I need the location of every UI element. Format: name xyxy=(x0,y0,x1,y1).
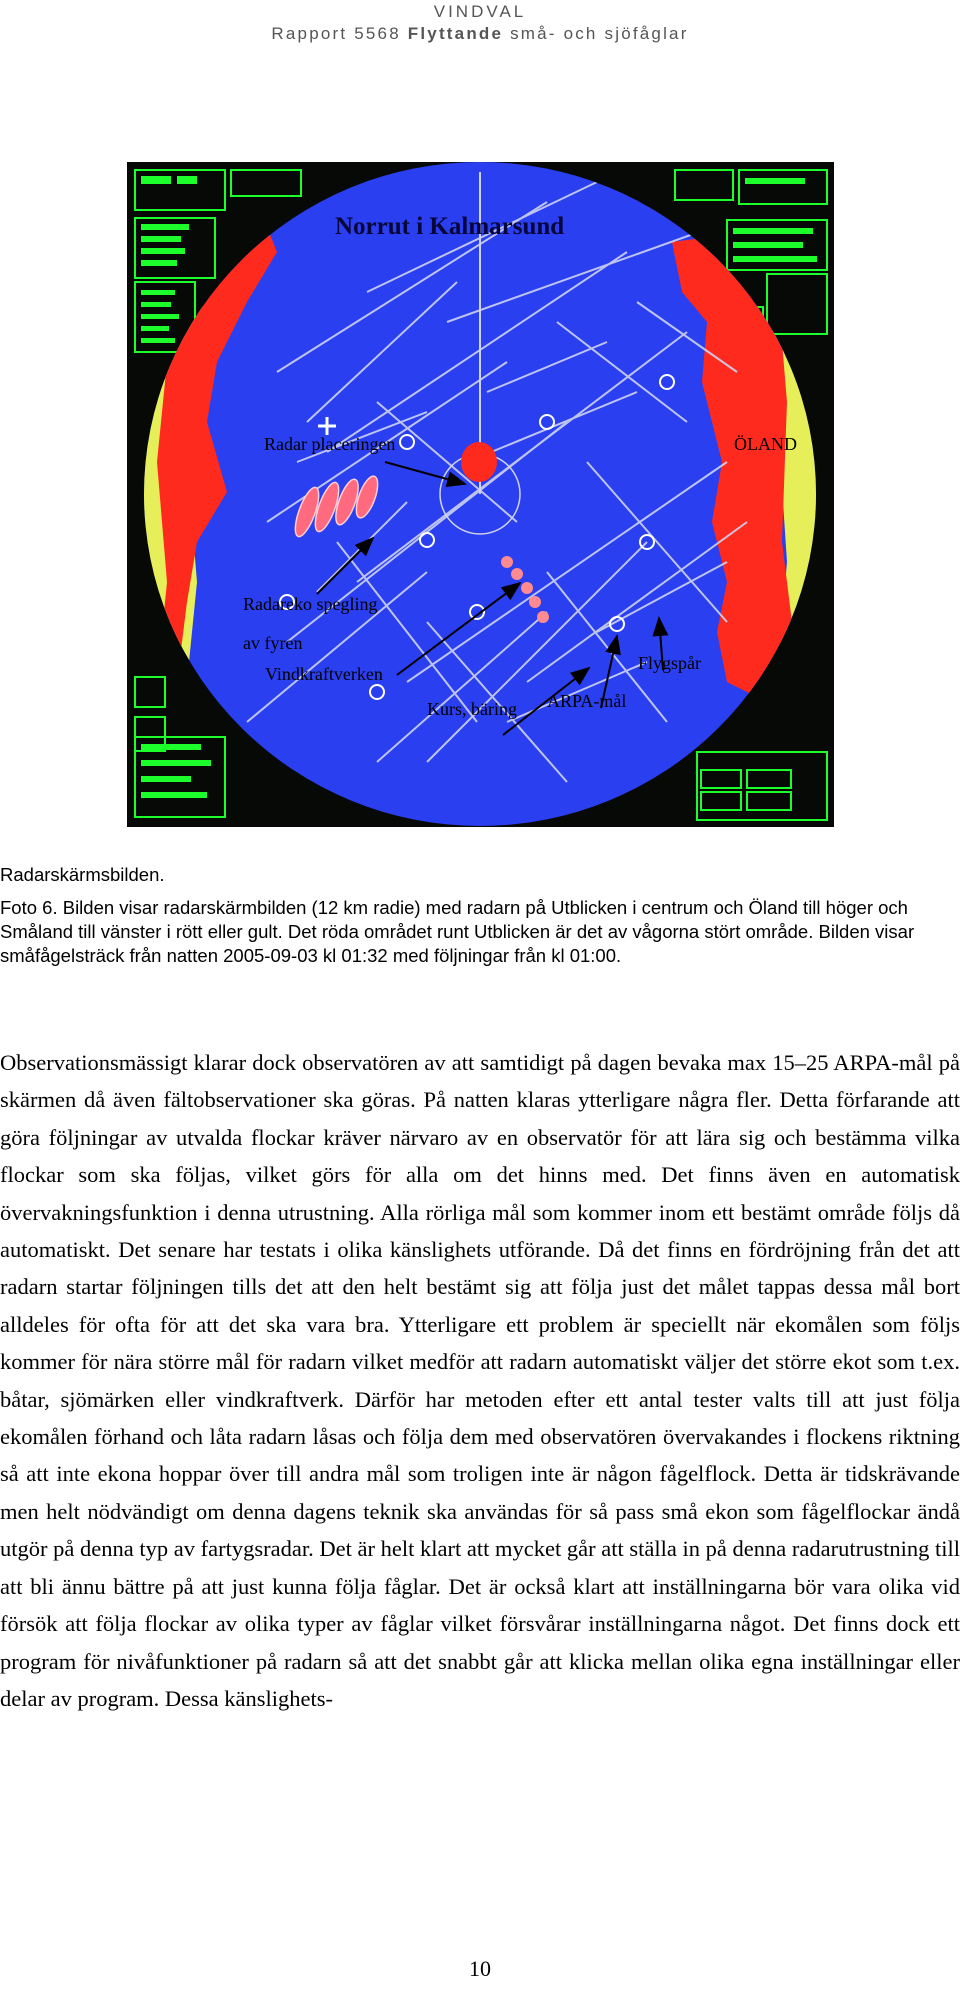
label-flight-track: Flygspår xyxy=(638,653,701,673)
figure-title: Norrut i Kalmarsund xyxy=(335,213,565,240)
figure-caption-title: Radarskärmsbilden. xyxy=(0,864,165,885)
body-paragraph: Observationsmässigt klarar dock observatören av att samtidigt på dagen bevaka max 15–25 ARPA-mål på skärmen då även fältobservationer ska göras. På natten klaras ytterligare några fler. Detta förfarande att göra följningar av utvalda flockar kräver närvaro av en observatör för att lära sig och bestämma vilka flockar som ska följas, vilket görs för alla om det hinns med. Det finns även en automatisk övervakningsfunktion i denna utrustning. Alla rörliga mål som kommer inom ett bestämt område följs då automatiskt. Det senare har testats i olika känslighets utförande. Då det finns en fördröjning från det att radarn startar följningen tills det att den helt bestämt sig att följa just det målet tappas dessa mål bort alldeles för ofta för att det ska vara bra. Ytterligare ett problem är speciellt när ekomålen som följs kommer för nära större mål för radarn vilket medför att radarn automatiskt väljer det större ekot som t.ex. båtar, sjömärken eller vindkraftverk. Därför har metoden efter ett antal tester valts till att just följa ekomålen förhand och låta radarn låsas och följa dem med observatören övervakandes i flockens riktning så att inte ekona hoppar över till andra mål som troligen inte är någon fågelflock. Detta är tidskrävande men helt nödvändigt om denna dagens teknik ska användas för så pass små ekon som fågelflockar ändå utgör på denna typ av fartygsradar. Det är helt klart att mycket går att ställa in på denna radarutrustning till att bli ännu bättre på att just kunna följa fåglar. Det är också klart att inställningarna bör vara olika vid försök att följa flockar av olika typer av fåglar vilket försvårar inställningarna något. Det finns dock ett program för nivåfunktioner på radarn så att det snabbt går att klicka mellan olika egna inställningar eller delar av program. Dessa känslighets- xyxy=(0,1050,960,1711)
figure-caption-text: Foto 6. Bilden visar radarskärmbilden (12 km radie) med radarn på Utblicken i centrum och Öland till höger och Småland till vänster i rött eller gult. Det röda området runt Utblicken är det av vågorna stört område. Bilden visar småfågelsträck från natten 2005-09-03 kl 01:32 med följningar från kl 01:00. xyxy=(0,897,915,966)
label-radar-position: Radar placeringen xyxy=(264,434,396,454)
label-echo-reflection: Radareko spegling xyxy=(243,594,378,614)
label-course-bearing: Kurs, bäring xyxy=(427,699,517,719)
label-arpa-target: ARPA-mål xyxy=(547,691,627,711)
radar-clutter xyxy=(461,442,497,482)
page-number: 10 xyxy=(469,1956,491,1981)
header-series: VINDVAL xyxy=(433,2,527,21)
label-wind-turbines: Vindkraftverken xyxy=(265,664,383,684)
radar-screen-photo xyxy=(127,162,834,827)
radar-graphic xyxy=(127,162,834,827)
header-report-title: Rapport 5568 Flyttande små- och sjöfåglar xyxy=(271,24,689,43)
report-header xyxy=(0,0,960,44)
label-oland: ÖLAND xyxy=(734,434,797,454)
label-echo-lighthouse: av fyren xyxy=(243,633,303,653)
